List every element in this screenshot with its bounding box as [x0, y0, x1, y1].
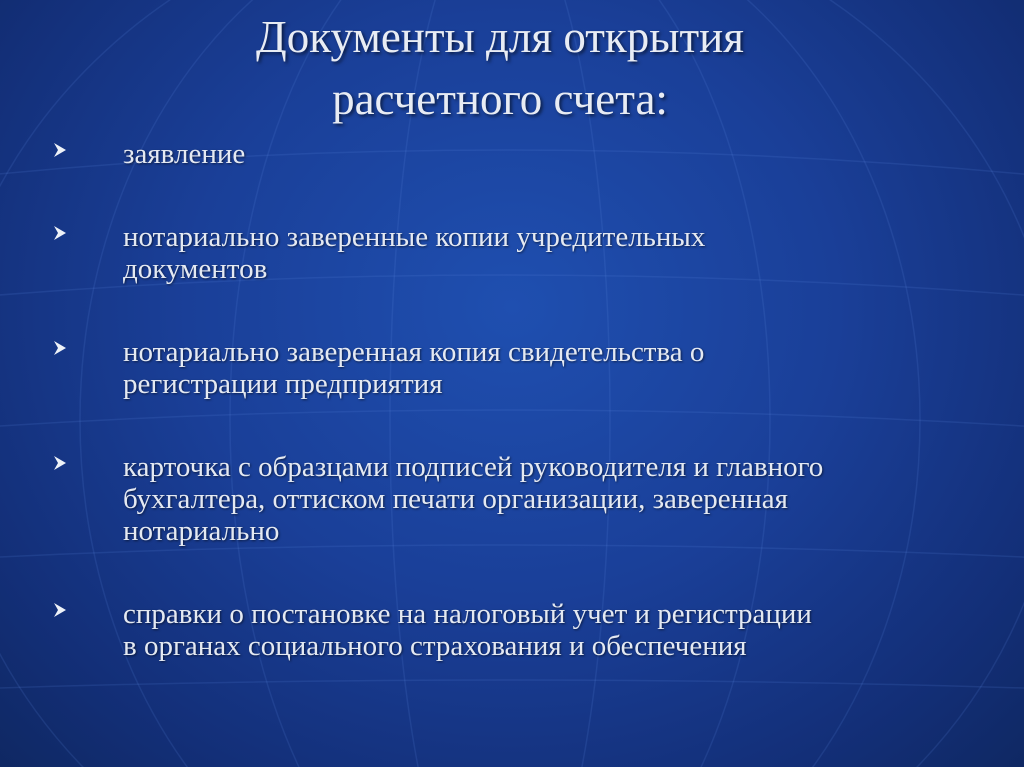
chevron-arrow-icon — [52, 340, 68, 356]
list-item-text — [123, 598, 1003, 662]
list-item-text — [123, 138, 1003, 170]
list-item-line: документов — [123, 253, 268, 285]
list-item-text — [123, 451, 1003, 547]
chevron-arrow-icon — [52, 142, 68, 158]
chevron-arrow-icon — [52, 225, 68, 241]
list-item-line: регистрации предприятия — [123, 368, 443, 400]
slide-title-line-2: расчетного счета: — [332, 74, 668, 124]
slide-title-line-1: Документы для открытия — [256, 12, 744, 62]
list-item-line: бухгалтера, оттиском печати организации, заверенная — [123, 483, 788, 515]
list-item-line: нотариально заверенная копия свидетельства о — [123, 336, 705, 368]
list-item-line: нотариально заверенные копии учредительных — [123, 221, 706, 253]
list-item-line: карточка с образцами подписей руководителя и главного — [123, 451, 824, 483]
chevron-arrow-icon — [52, 602, 68, 618]
list-item-text — [123, 221, 1003, 285]
list-item-line: заявление — [123, 138, 246, 170]
list-item-line: в органах социального страхования и обеспечения — [123, 630, 747, 662]
list-item-line: нотариально — [123, 515, 280, 547]
chevron-arrow-icon — [52, 455, 68, 471]
list-item-text — [123, 336, 1003, 400]
list-item-line: справки о постановке на налоговый учет и регистрации — [123, 598, 812, 630]
